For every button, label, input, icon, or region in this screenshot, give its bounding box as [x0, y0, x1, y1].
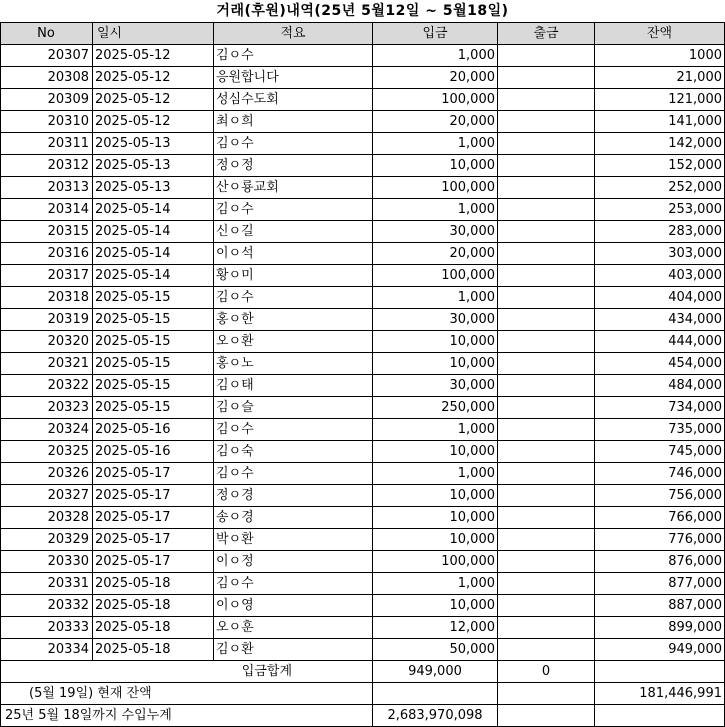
cell-withdrawal[interactable] — [498, 221, 595, 243]
table-row — [1, 551, 725, 573]
cell-desc[interactable]: 김ㅇ환 — [214, 639, 373, 661]
cell-deposit[interactable]: 1,000 — [373, 573, 498, 595]
cell-deposit[interactable]: 100,000 — [373, 89, 498, 111]
cell-date[interactable]: 2025-05-14 — [93, 243, 214, 265]
cell-balance[interactable]: 899,000 — [595, 617, 725, 639]
cell-date[interactable]: 2025-05-12 — [93, 111, 214, 133]
cell-desc[interactable]: 박ㅇ환 — [214, 529, 373, 551]
table-row — [1, 507, 725, 529]
current-balance-value[interactable]: 181,446,991 — [595, 683, 725, 705]
cell-date[interactable]: 2025-05-15 — [93, 331, 214, 353]
table-row — [1, 287, 725, 309]
cell-no[interactable]: 20329 — [1, 529, 93, 551]
cell-desc[interactable]: 이ㅇ영 — [214, 595, 373, 617]
table-row — [1, 617, 725, 639]
cell-date[interactable]: 2025-05-17 — [93, 529, 214, 551]
cell-deposit[interactable]: 1,000 — [373, 133, 498, 155]
cumulative-income-row — [1, 705, 725, 727]
cell-balance[interactable]: 877,000 — [595, 573, 725, 595]
current-balance-row — [1, 683, 725, 705]
table-row — [1, 111, 725, 133]
cell-no[interactable]: 20330 — [1, 551, 93, 573]
cell-withdrawal[interactable] — [498, 309, 595, 331]
cell-withdrawal[interactable] — [498, 111, 595, 133]
cell-deposit[interactable]: 10,000 — [373, 485, 498, 507]
cell-balance[interactable]: 887,000 — [595, 595, 725, 617]
cell-desc[interactable]: 김ㅇ슬 — [214, 397, 373, 419]
table-row — [1, 309, 725, 331]
cell-date[interactable]: 2025-05-15 — [93, 353, 214, 375]
cell-desc[interactable]: 산ㅇ룡교회 — [214, 177, 373, 199]
cumulative-empty-cell-2[interactable] — [595, 705, 725, 727]
cell-withdrawal[interactable] — [498, 353, 595, 375]
cell-withdrawal[interactable] — [498, 639, 595, 661]
cell-no[interactable]: 20310 — [1, 111, 93, 133]
cell-date[interactable]: 2025-05-14 — [93, 221, 214, 243]
cell-date[interactable]: 2025-05-17 — [93, 463, 214, 485]
cell-no[interactable]: 20326 — [1, 463, 93, 485]
cell-no[interactable]: 20320 — [1, 331, 93, 353]
sheet-title: 거래(후원)내역(25년 5월12일 ~ 5월18일) — [216, 3, 509, 19]
cell-no[interactable]: 20331 — [1, 573, 93, 595]
cell-desc[interactable]: 신ㅇ길 — [214, 221, 373, 243]
cell-withdrawal[interactable] — [498, 507, 595, 529]
cell-withdrawal[interactable] — [498, 529, 595, 551]
table-row — [1, 243, 725, 265]
cell-balance[interactable]: 876,000 — [595, 551, 725, 573]
cumulative-empty-cell[interactable] — [498, 705, 595, 727]
current-balance-empty-cell-2[interactable] — [498, 683, 595, 705]
cell-no[interactable]: 20309 — [1, 89, 93, 111]
table-row — [1, 419, 725, 441]
table-row — [1, 265, 725, 287]
cell-withdrawal[interactable] — [498, 331, 595, 353]
cell-balance[interactable]: 484,000 — [595, 375, 725, 397]
cell-deposit[interactable]: 10,000 — [373, 507, 498, 529]
cell-no[interactable]: 20328 — [1, 507, 93, 529]
cell-no[interactable]: 20308 — [1, 67, 93, 89]
cell-no[interactable]: 20316 — [1, 243, 93, 265]
cell-desc[interactable]: 황ㅇ미 — [214, 265, 373, 287]
cell-date[interactable]: 2025-05-15 — [93, 287, 214, 309]
cell-deposit[interactable]: 100,000 — [373, 551, 498, 573]
cell-no[interactable]: 20323 — [1, 397, 93, 419]
cell-balance[interactable]: 776,000 — [595, 529, 725, 551]
cell-balance[interactable]: 404,000 — [595, 287, 725, 309]
cell-desc[interactable]: 송ㅇ경 — [214, 507, 373, 529]
cell-no[interactable]: 20311 — [1, 133, 93, 155]
cell-no[interactable]: 20334 — [1, 639, 93, 661]
cell-deposit[interactable]: 20,000 — [373, 243, 498, 265]
cell-desc[interactable]: 홍ㅇ한 — [214, 309, 373, 331]
cell-balance[interactable]: 403,000 — [595, 265, 725, 287]
table-row — [1, 133, 725, 155]
cell-desc[interactable]: 이ㅇ정 — [214, 551, 373, 573]
cell-date[interactable]: 2025-05-16 — [93, 441, 214, 463]
cell-balance[interactable]: 746,000 — [595, 463, 725, 485]
cell-desc[interactable]: 이ㅇ석 — [214, 243, 373, 265]
cell-deposit[interactable]: 30,000 — [373, 309, 498, 331]
cell-deposit[interactable]: 100,000 — [373, 177, 498, 199]
cell-deposit[interactable]: 10,000 — [373, 331, 498, 353]
cell-withdrawal[interactable] — [498, 89, 595, 111]
current-balance-label[interactable]: (5월 19일) 현재 잔액 — [1, 683, 373, 705]
cell-desc[interactable]: 홍ㅇ노 — [214, 353, 373, 375]
cell-date[interactable]: 2025-05-17 — [93, 507, 214, 529]
table-row — [1, 595, 725, 617]
cell-balance[interactable]: 121,000 — [595, 89, 725, 111]
cell-no[interactable]: 20307 — [1, 45, 93, 67]
table-row — [1, 573, 725, 595]
cell-date[interactable]: 2025-05-13 — [93, 177, 214, 199]
table-row — [1, 375, 725, 397]
cell-desc[interactable]: 김ㅇ숙 — [214, 441, 373, 463]
cell-balance[interactable]: 141,000 — [595, 111, 725, 133]
table-row — [1, 463, 725, 485]
cell-deposit[interactable]: 1,000 — [373, 199, 498, 221]
cell-withdrawal[interactable] — [498, 397, 595, 419]
cell-desc[interactable]: 김ㅇ수 — [214, 133, 373, 155]
cell-desc[interactable]: 김ㅇ수 — [214, 463, 373, 485]
header-desc[interactable]: 적요 — [214, 23, 373, 45]
cell-deposit[interactable]: 10,000 — [373, 155, 498, 177]
cell-no[interactable]: 20314 — [1, 199, 93, 221]
cell-withdrawal[interactable] — [498, 243, 595, 265]
cell-no[interactable]: 20315 — [1, 221, 93, 243]
cell-desc[interactable]: 성심수도회 — [214, 89, 373, 111]
cell-desc[interactable]: 최ㅇ희 — [214, 111, 373, 133]
cell-balance[interactable]: 303,000 — [595, 243, 725, 265]
withdrawal-total-value[interactable]: 0 — [498, 661, 595, 683]
cell-desc[interactable]: 김ㅇ수 — [214, 199, 373, 221]
cell-date[interactable]: 2025-05-13 — [93, 155, 214, 177]
cell-date[interactable]: 2025-05-12 — [93, 67, 214, 89]
cell-withdrawal[interactable] — [498, 595, 595, 617]
cell-date[interactable]: 2025-05-18 — [93, 595, 214, 617]
table-row — [1, 177, 725, 199]
cell-balance[interactable]: 766,000 — [595, 507, 725, 529]
cell-no[interactable]: 20317 — [1, 265, 93, 287]
header-no[interactable]: No — [1, 23, 93, 45]
cell-desc[interactable]: 정ㅇ정 — [214, 155, 373, 177]
cell-deposit[interactable]: 30,000 — [373, 221, 498, 243]
cumulative-income-value[interactable]: 2,683,970,098 — [373, 705, 498, 727]
cell-balance[interactable]: 252,000 — [595, 177, 725, 199]
cell-no[interactable]: 20318 — [1, 287, 93, 309]
cell-balance[interactable]: 434,000 — [595, 309, 725, 331]
cell-date[interactable]: 2025-05-17 — [93, 551, 214, 573]
cell-date[interactable]: 2025-05-18 — [93, 573, 214, 595]
cell-withdrawal[interactable] — [498, 45, 595, 67]
cell-withdrawal[interactable] — [498, 199, 595, 221]
cell-deposit[interactable]: 10,000 — [373, 529, 498, 551]
cell-no[interactable]: 20333 — [1, 617, 93, 639]
cell-no[interactable]: 20322 — [1, 375, 93, 397]
cell-withdrawal[interactable] — [498, 67, 595, 89]
cell-withdrawal[interactable] — [498, 265, 595, 287]
cell-no[interactable]: 20312 — [1, 155, 93, 177]
table-row — [1, 639, 725, 661]
cell-date[interactable]: 2025-05-18 — [93, 639, 214, 661]
cell-no[interactable]: 20325 — [1, 441, 93, 463]
cell-balance[interactable]: 756,000 — [595, 485, 725, 507]
cell-withdrawal[interactable] — [498, 441, 595, 463]
cell-date[interactable]: 2025-05-18 — [93, 617, 214, 639]
cell-date[interactable]: 2025-05-14 — [93, 199, 214, 221]
cell-date[interactable]: 2025-05-15 — [93, 397, 214, 419]
cell-deposit[interactable]: 20,000 — [373, 67, 498, 89]
cell-deposit[interactable]: 100,000 — [373, 265, 498, 287]
cell-no[interactable]: 20327 — [1, 485, 93, 507]
cell-desc[interactable]: 오ㅇ환 — [214, 331, 373, 353]
cell-desc[interactable]: 김ㅇ수 — [214, 419, 373, 441]
deposit-total-empty-cell[interactable] — [595, 661, 725, 683]
transactions-table — [0, 22, 725, 727]
cell-desc[interactable]: 김ㅇ수 — [214, 287, 373, 309]
table-row — [1, 67, 725, 89]
cell-balance[interactable]: 1000 — [595, 45, 725, 67]
cell-deposit[interactable]: 1,000 — [373, 463, 498, 485]
cell-desc[interactable]: 정ㅇ경 — [214, 485, 373, 507]
cell-balance[interactable]: 21,000 — [595, 67, 725, 89]
header-row — [1, 23, 725, 45]
cell-deposit[interactable]: 1,000 — [373, 419, 498, 441]
cell-date[interactable]: 2025-05-13 — [93, 133, 214, 155]
deposit-total-value[interactable]: 949,000 — [373, 661, 498, 683]
cell-balance[interactable]: 745,000 — [595, 441, 725, 463]
cell-withdrawal[interactable] — [498, 177, 595, 199]
cell-withdrawal[interactable] — [498, 573, 595, 595]
table-row — [1, 397, 725, 419]
table-row — [1, 441, 725, 463]
cell-withdrawal[interactable] — [498, 485, 595, 507]
cell-desc[interactable]: 김ㅇ수 — [214, 573, 373, 595]
cell-date[interactable]: 2025-05-12 — [93, 45, 214, 67]
cell-balance[interactable]: 735,000 — [595, 419, 725, 441]
cell-no[interactable]: 20332 — [1, 595, 93, 617]
cell-withdrawal[interactable] — [498, 155, 595, 177]
table-row — [1, 353, 725, 375]
cell-date[interactable]: 2025-05-17 — [93, 485, 214, 507]
cell-no[interactable]: 20319 — [1, 309, 93, 331]
cell-balance[interactable]: 142,000 — [595, 133, 725, 155]
cell-balance[interactable]: 444,000 — [595, 331, 725, 353]
cell-no[interactable]: 20313 — [1, 177, 93, 199]
cell-deposit[interactable]: 10,000 — [373, 353, 498, 375]
table-row — [1, 199, 725, 221]
cell-date[interactable]: 2025-05-16 — [93, 419, 214, 441]
cell-date[interactable]: 2025-05-15 — [93, 309, 214, 331]
cell-date[interactable]: 2025-05-15 — [93, 375, 214, 397]
table-row — [1, 221, 725, 243]
cell-deposit[interactable]: 10,000 — [373, 595, 498, 617]
header-balance[interactable]: 잔액 — [595, 23, 725, 45]
header-withdrawal[interactable]: 출금 — [498, 23, 595, 45]
table-row — [1, 485, 725, 507]
cumulative-income-label[interactable]: 25년 5월 18일까지 수입누계 — [1, 705, 373, 727]
cell-withdrawal[interactable] — [498, 133, 595, 155]
deposit-total-label[interactable]: 입금합계 — [1, 661, 373, 683]
table-row — [1, 529, 725, 551]
cell-deposit[interactable]: 50,000 — [373, 639, 498, 661]
cell-desc[interactable]: 응원합니다 — [214, 67, 373, 89]
cell-withdrawal[interactable] — [498, 463, 595, 485]
header-date[interactable]: 일시 — [93, 23, 214, 45]
cell-balance[interactable]: 454,000 — [595, 353, 725, 375]
cell-balance[interactable]: 734,000 — [595, 397, 725, 419]
cell-deposit[interactable]: 10,000 — [373, 441, 498, 463]
cell-deposit[interactable]: 20,000 — [373, 111, 498, 133]
table-row — [1, 89, 725, 111]
cell-withdrawal[interactable] — [498, 419, 595, 441]
cell-balance[interactable]: 949,000 — [595, 639, 725, 661]
cell-balance[interactable]: 152,000 — [595, 155, 725, 177]
cell-withdrawal[interactable] — [498, 287, 595, 309]
cell-deposit[interactable]: 30,000 — [373, 375, 498, 397]
cell-deposit[interactable]: 12,000 — [373, 617, 498, 639]
cell-withdrawal[interactable] — [498, 617, 595, 639]
cell-no[interactable]: 20321 — [1, 353, 93, 375]
cell-withdrawal[interactable] — [498, 375, 595, 397]
cell-deposit[interactable]: 1,000 — [373, 287, 498, 309]
current-balance-empty-cell[interactable] — [373, 683, 498, 705]
cell-balance[interactable]: 253,000 — [595, 199, 725, 221]
cell-withdrawal[interactable] — [498, 551, 595, 573]
cell-desc[interactable]: 오ㅇ훈 — [214, 617, 373, 639]
table-body — [1, 45, 725, 661]
cell-deposit[interactable]: 1,000 — [373, 45, 498, 67]
table-row — [1, 155, 725, 177]
header-deposit[interactable]: 입금 — [373, 23, 498, 45]
cell-deposit[interactable]: 250,000 — [373, 397, 498, 419]
cell-desc[interactable]: 김ㅇ태 — [214, 375, 373, 397]
cell-no[interactable]: 20324 — [1, 419, 93, 441]
cell-date[interactable]: 2025-05-14 — [93, 265, 214, 287]
table-row — [1, 45, 725, 67]
deposit-total-row — [1, 661, 725, 683]
cell-desc[interactable]: 김ㅇ수 — [214, 45, 373, 67]
cell-date[interactable]: 2025-05-12 — [93, 89, 214, 111]
table-row — [1, 331, 725, 353]
cell-balance[interactable]: 283,000 — [595, 221, 725, 243]
